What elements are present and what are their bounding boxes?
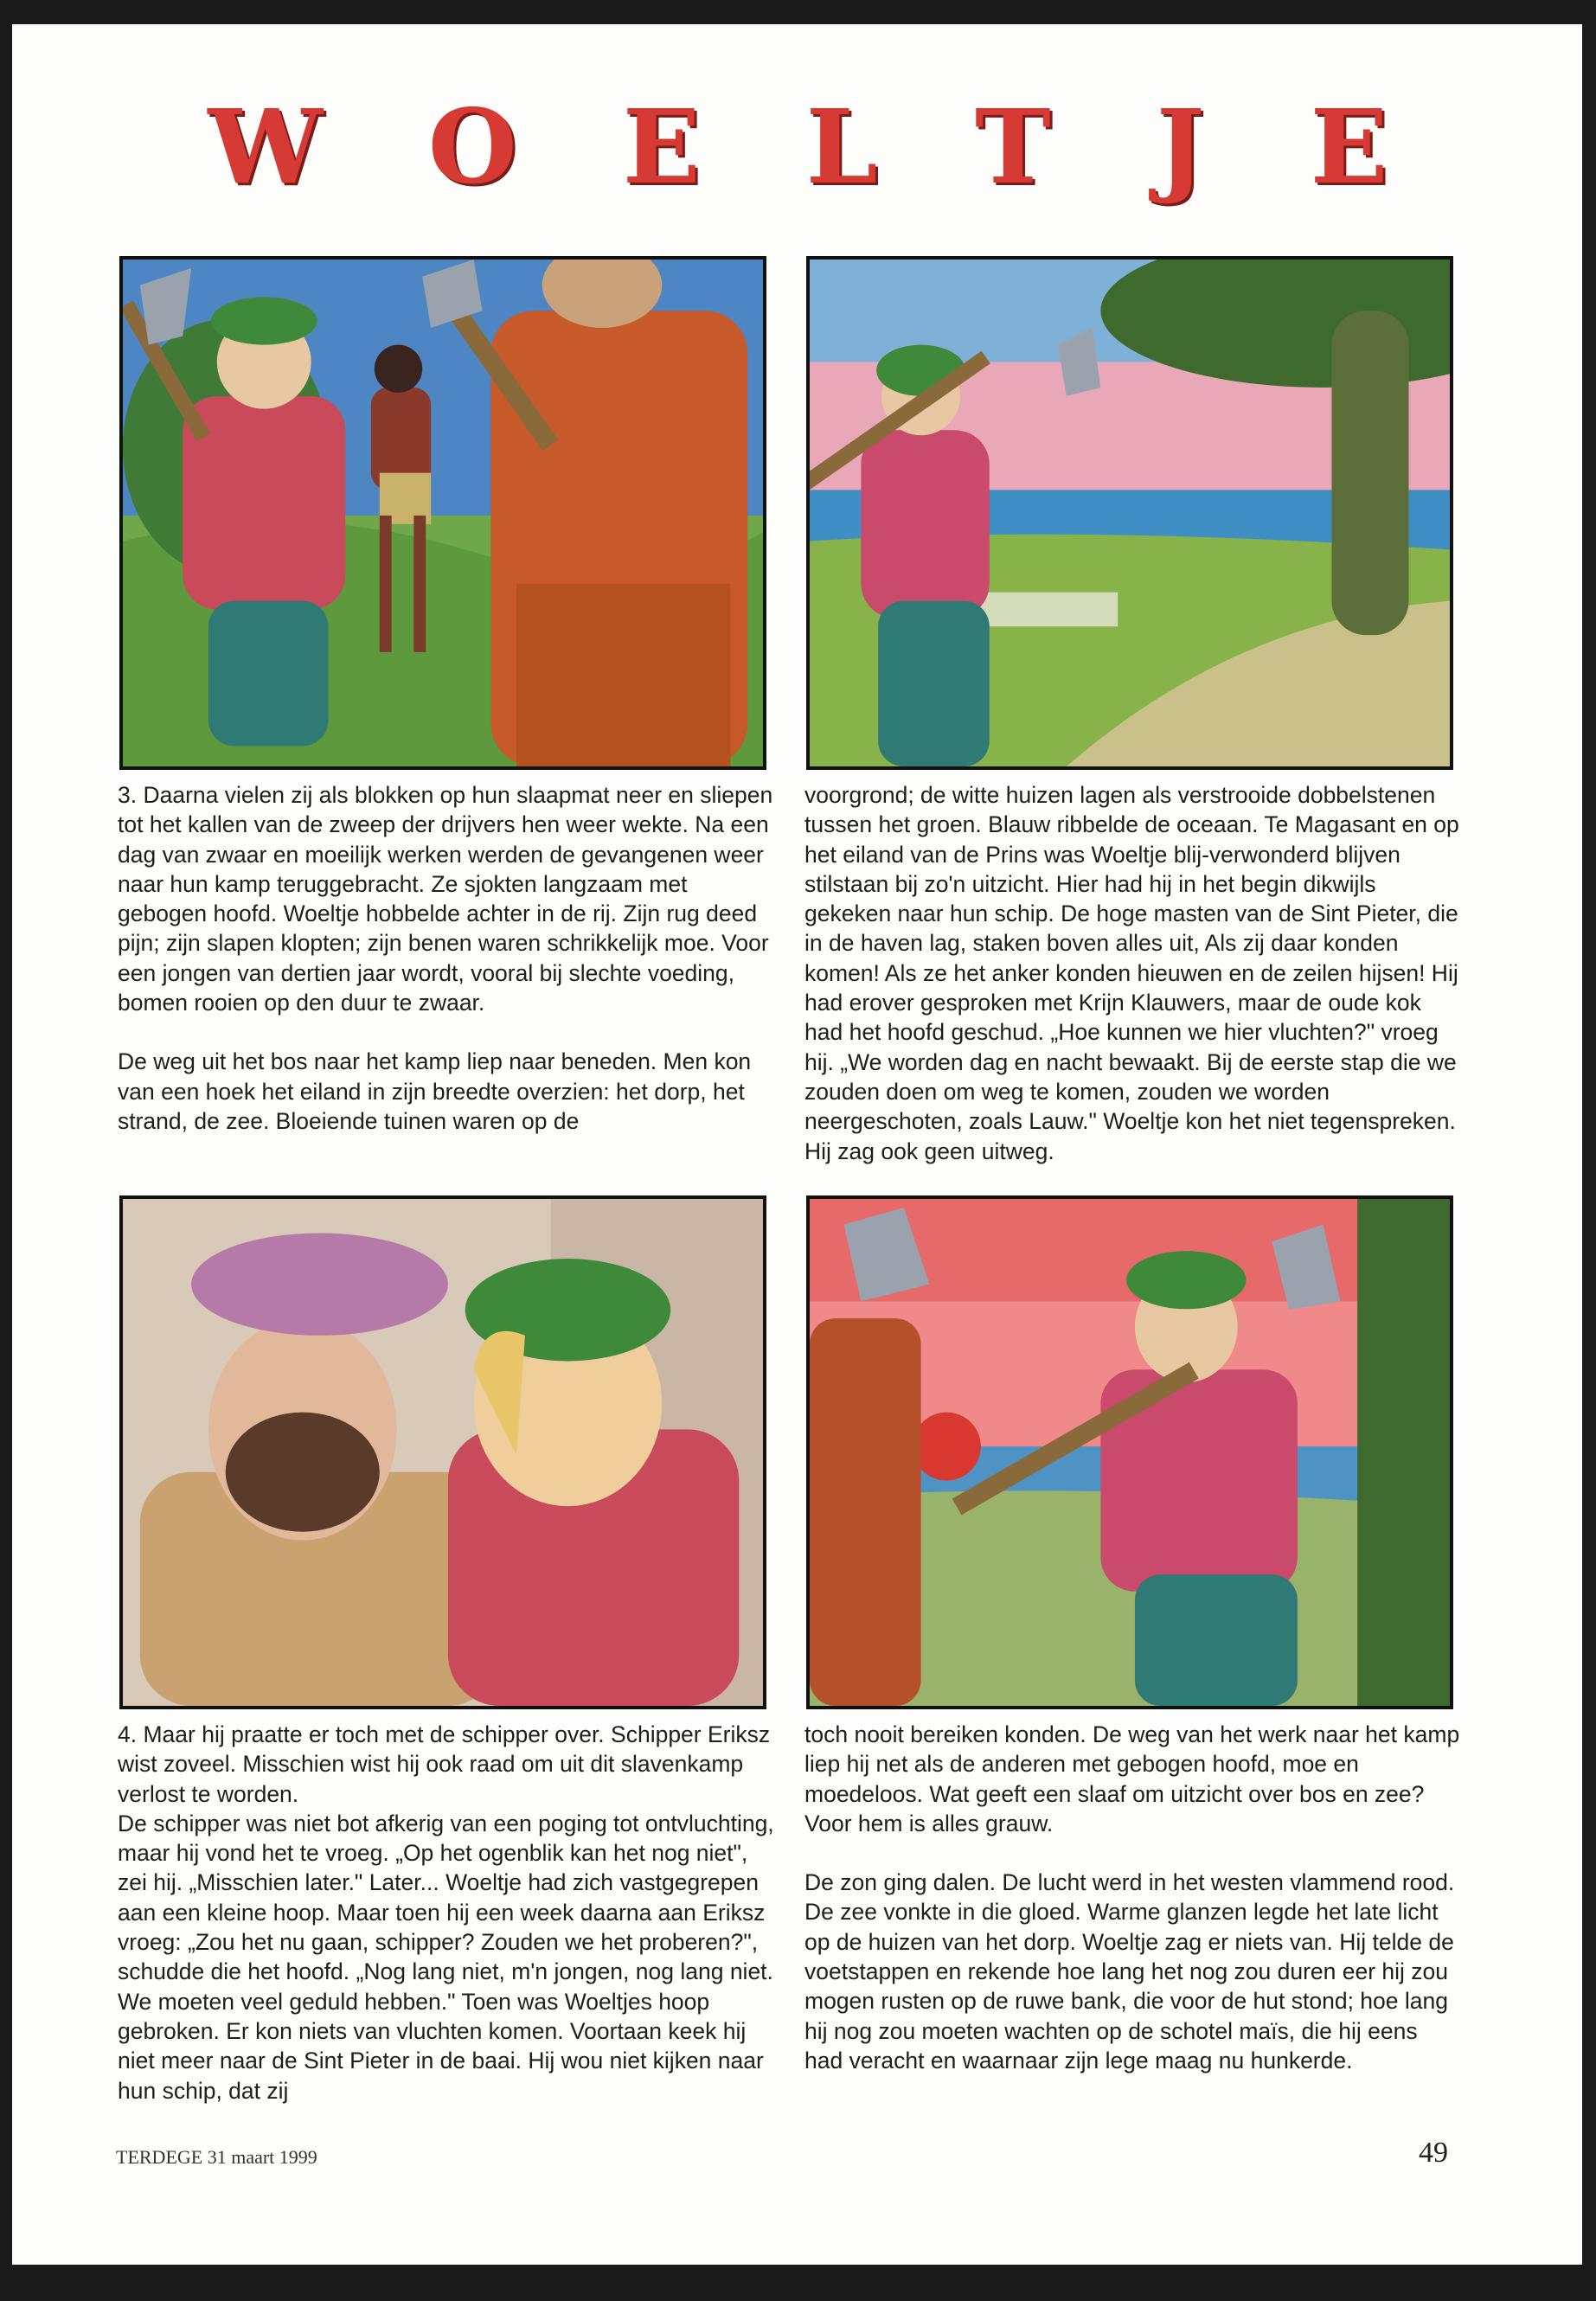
panel-illustration [123,1199,763,1706]
panel-illustration [123,260,763,766]
paragraph: De schipper was niet bot afkerig van een poging tot ontvluchting, maar hij vond het te vroeg. „Op het ogenblik kan het nog niet", zei hij. „Misschien later." Later... Woeltje had zich vastgegrepen aan een kleine hoop. Maar toen hij een week daarna aan Eriksz vroeg: „Zou het nu gaan, schipper? Zouden we het proberen?", schudde die het hoofd. „Nog lang niet, m'n jongen, nog lang niet. We moeten veel geduld hebben." Toen was Woeltjes hoop gebroken. Er kon niets van vluchten komen. Voortaan keek hij niet meer naar de Sint Pieter in de baai. Hij wou niet kijken naar hun schip, dat zij [118,1810,774,2104]
panel-illustration [810,260,1450,766]
paragraph: voorgrond; de witte huizen lagen als verstrooide dobbelstenen tussen het groen. Blauw ribbelde de oceaan. Te Magasant en op het eiland van de Prins was Woeltje blij-verwonderd blijven stilstaan bij zo'n uitzicht. Hier had hij in het begin dikwijls gekeken naar hun schip. De hoge masten van de Sint Pieter, die in de haven lag, staken boven alles uit, Als zij daar konden komen! Als ze het anker konden hieuwen en de zeilen hijsen! Hij had erover gesproken met Krijn Klauwers, maar de oude kok had het hoofd geschud. „Hoe kunnen we hier vluchten?" vroeg hij. „We worden dag en nacht bewaakt. Bij de eerste stap die we zouden doen om weg te komen, zouden we worden neergeschoten, zoals Lauw." Woeltje kon het niet tegenspreken. Hij zag ook geen uitweg. [804,782,1459,1164]
comic-panel-bay-view [806,256,1453,770]
paragraph: De weg uit het bos naar het kamp liep naar beneden. Men kon van een hoek het eiland in zijn breedte overzien: het dorp, het strand, de zee. Bloeiende tuinen waren op de [118,1048,752,1134]
story-column-3-left [118,780,775,1136]
story-column-4-left [118,1720,775,2106]
paragraph: 4. Maar hij praatte er toch met de schipper over. Schipper Eriksz wist zoveel. Misschien wist hij ook raad om uit dit slavenkamp verlost te worden. [118,1721,771,1807]
page-title: WOELTJE [208,87,1494,207]
comic-panel-skipper-and-boy [119,1195,766,1709]
story-column-4-right [804,1720,1462,2075]
publication-line: TERDEGE 31 maart 1999 [116,2146,317,2168]
paragraph: toch nooit bereiken konden. De weg van het werk naar het kamp liep hij net als de anderen met gebogen hoofd, moe en moedeloos. Wat geeft een slaaf om uitzicht over bos en zee? Voor hem is alles grauw. [804,1721,1460,1836]
comic-panel-woodcutters [119,256,766,770]
paragraph: De zon ging dalen. De lucht werd in het westen vlammend rood. De zee vonkte in die gloed. Warme glanzen legde het late licht op de huizen van het dorp. Woeltje zag er niets van. Hij telde de voetstappen en rekende hoe lang het nog zou duren eer hij zou mogen rusten op de ruwe bank, die voor de hut stond; hoe lang hij nog zou moeten wachten op de schotel maïs, die hij eens had veracht en waarnaar zijn lege maag nu hunkerde. [804,1869,1455,2073]
story-column-3-right [804,780,1462,1166]
paragraph: 3. Daarna vielen zij als blokken op hun slaapmat neer en sliepen tot het kallen van de zweep der drijvers hen weer wekte. Na een dag van zwaar en moeilijk werken werden de gevangenen weer naar hun kamp teruggebracht. Ze sjokten langzaam met gebogen hoofd. Woeltje hobbelde achter in de rij. Zijn rug deed pijn; zijn slapen klopten; zijn benen waren schrikkelijk moe. Voor een jongen van dertien jaar wordt, vooral bij slechte voeding, bomen rooien op den duur te zwaar. [118,782,773,1016]
comic-panel-sunset [806,1195,1453,1709]
panel-illustration [810,1199,1450,1706]
page-number: 49 [1419,2137,1448,2169]
